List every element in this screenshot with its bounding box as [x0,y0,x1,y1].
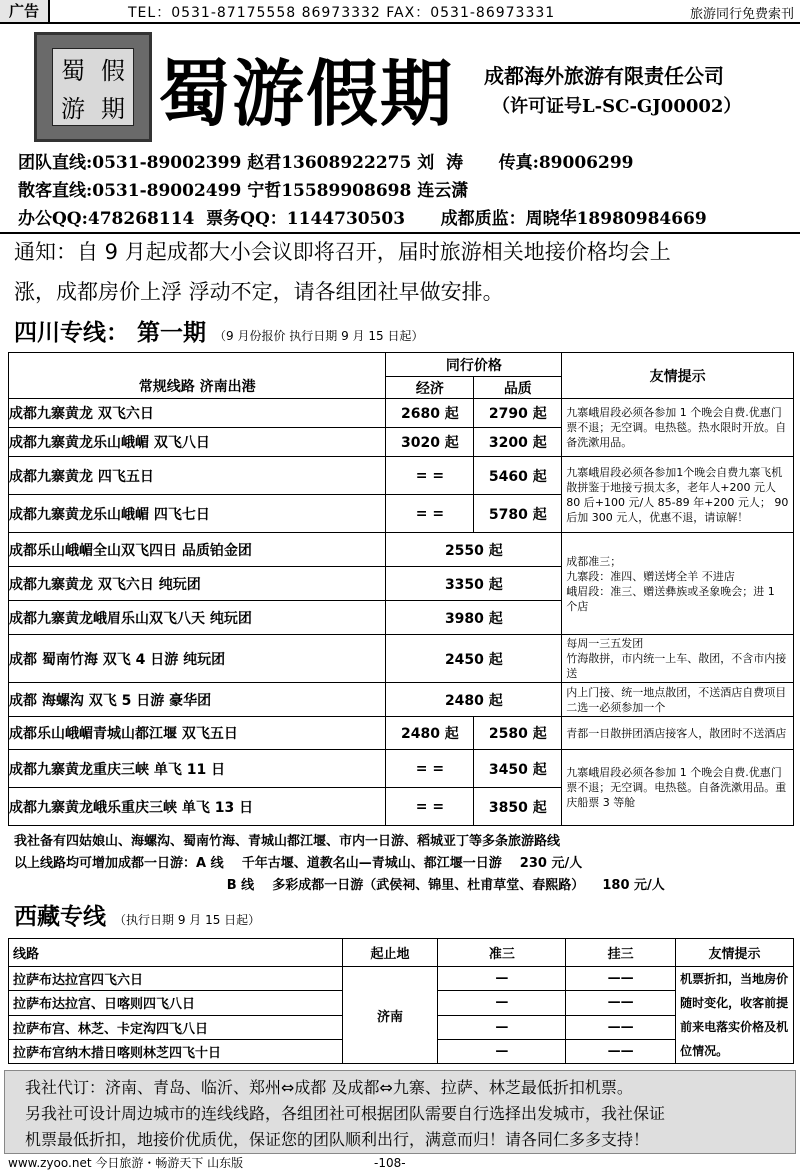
header-peer-price: 同行价格 [386,353,562,377]
route-cell: 成都九寨黄龙 双飞六日 纯玩团 [9,567,386,601]
header-tips: 友情提示 [562,353,794,399]
economy-price: = = [386,750,474,788]
table-row [9,399,794,428]
route-cell: 成都九寨黄龙峨眉乐山双飞八天 纯玩团 [9,601,386,635]
tibet-note: （执行日期 9 月 15 日起） [114,913,261,927]
logo-char: 期 [101,94,125,123]
top-index: 旅游同行免费索刊 [689,7,794,22]
header-from-to: 起止地 [342,939,438,967]
rated-cell: —— [566,991,676,1015]
route-cell: 成都九寨黄龙峨乐重庆三峡 单飞 13 日 [9,788,386,826]
sichuan-section-title [14,314,423,347]
standard-cell: — [438,967,566,991]
quality-price: 2580 起 [474,717,562,750]
tips-cell: 成都准三； 九寨段：准四、赠送烤全羊 不进店 峨眉段：准三、赠送彝族或圣象晚会；进 1 个店 [562,533,794,635]
route-cell: 成都九寨黄龙乐山峨嵋 四飞七日 [9,495,386,533]
notice-line: 涨，成都房价上浮 浮动不定，请各组团社早做安排。 [14,280,504,304]
table-row [9,750,794,788]
quality-price: 5460 起 [474,457,562,495]
header-economy: 经济 [386,377,474,399]
economy-price: = = [386,457,474,495]
price-cell: 3350 起 [386,567,562,601]
header-rated: 挂三 [566,939,676,967]
contact-line: 团队直线:0531-89002399 赵君13608922275 刘 涛 传真:89006299 [18,153,634,173]
tips-cell: 九寨峨眉段必须各参加 1 个晚会自费.优惠门票不退；无空调。电热毯。自备洗漱用品。重庆船票 3 等舱 [562,750,794,826]
tips-cell: 内上门接、统一地点散团，不送酒店自费项目二选一必须参加一个 [562,683,794,717]
notice [14,232,794,312]
footer-site: www.zyoo.net 今日旅游・畅游天下 山东版 [8,1156,244,1170]
quality-price: 2790 起 [474,399,562,428]
price-cell: 2480 起 [386,683,562,717]
table-row [9,683,794,717]
extra-line: B 线 多彩成都一日游（武侯祠、锦里、杜甫草堂、春熙路） 180 元/人 [14,878,665,893]
header-route: 常规线路 济南出港 [9,353,386,399]
license-number: （许可证号L-SC-GJ00002） [492,96,742,117]
tibet-title: 西藏专线 [14,904,106,930]
table-row [9,533,794,567]
notice-line: 通知：自 9 月起成都大小会议即将召开，届时旅游相关地接价格均会上 [14,240,671,264]
header-tips: 友情提示 [676,939,794,967]
bottom-line: 另我社可设计周边城市的连线线路，各组团社可根据团队需要自行选择出发城市，我社保证 [25,1104,666,1123]
route-cell: 成都乐山峨嵋全山双飞四日 品质铂金团 [9,533,386,567]
from-to-cell: 济南 [342,967,438,1064]
route-cell: 成都九寨黄龙 四飞五日 [9,457,386,495]
quality-price: 3850 起 [474,788,562,826]
route-cell: 成都九寨黄龙乐山峨嵋 双飞八日 [9,428,386,457]
header-route: 线路 [9,939,343,967]
route-cell: 成都九寨黄龙 双飞六日 [9,399,386,428]
rated-cell: —— [566,1015,676,1039]
table-row [9,457,794,495]
rated-cell: —— [566,967,676,991]
route-cell: 拉萨布宫、林芝、卡定沟四飞八日 [9,1015,343,1039]
tibet-section-title [14,898,260,931]
economy-price: 2480 起 [386,717,474,750]
footer [0,1154,800,1172]
tips-cell: 机票折扣，当地房价随时变化，收客前提前来电落实价格及机位情况。 [676,967,794,1064]
economy-price: 2680 起 [386,399,474,428]
table-row [9,635,794,683]
company-name: 成都海外旅游有限责任公司 [484,64,724,88]
quality-price: 3200 起 [474,428,562,457]
route-cell: 拉萨布达拉宫、日喀则四飞八日 [9,991,343,1015]
table-row [9,717,794,750]
tips-cell: 九寨峨眉段必须各参加 1 个晚会自费.优惠门票不退；无空调。电热毯。热水限时开放。自备洗漱用品。 [562,399,794,457]
extra-line: 以上线路均可增加成都一日游：A 线 千年古堰、道教名山—青城山、都江堰一日游 230 元/人 [14,856,583,871]
header-standard: 准三 [438,939,566,967]
table-row [9,967,794,991]
top-contact: TEL：0531-87175558 86973332 FAX：0531-86973331 [128,5,556,21]
price-cell: 2450 起 [386,635,562,683]
standard-cell: — [438,991,566,1015]
route-cell: 成都乐山峨嵋青城山都江堰 双飞五日 [9,717,386,750]
ad-label: 广告 [0,0,50,22]
economy-price: = = [386,788,474,826]
route-cell: 成都 海螺沟 双飞 5 日游 豪华团 [9,683,386,717]
route-cell: 成都 蜀南竹海 双飞 4 日游 纯玩团 [9,635,386,683]
header-quality: 品质 [474,377,562,399]
logo-char: 游 [61,94,85,123]
tibet-table [8,938,794,1064]
bottom-notice [4,1070,796,1154]
tips-cell: 九寨峨眉段必须各参加1个晚会自费九寨飞机散拼鉴于地接亏损太多，老年人+200 元人 80 后+100 元/人 85-89 年+200 元人； 90 后加 300 元人，优惠不退，请谅解！ [562,457,794,533]
contact-line: 办公QQ:478268114 票务QQ：1144730503 成都质监：周晓华18980984669 [18,209,707,229]
price-cell: 3980 起 [386,601,562,635]
quality-price: 5780 起 [474,495,562,533]
standard-cell: — [438,1039,566,1063]
logo-char: 假 [101,56,125,85]
economy-price: 3020 起 [386,428,474,457]
extra-line: 我社备有四姑娘山、海螺沟、蜀南竹海、青城山都江堰、市内一日游、稻城亚丁等多条旅游路线 [14,834,561,849]
route-cell: 拉萨布宫纳木措日喀则林芝四飞十日 [9,1039,343,1063]
top-bar [0,0,800,24]
brand-title: 蜀游假期 [158,51,455,136]
header [0,24,800,234]
bottom-line: 机票最低折扣，地接价优质优，保证您的团队顺利出行，满意而归！请各同仁多多支持！ [25,1130,650,1149]
sichuan-note: （9 月份报价 执行日期 9 月 15 日起） [214,329,424,343]
tips-cell: 每周一三五发团 竹海散拼，市内统一上车、散团，不含市内接送 [562,635,794,683]
route-cell: 拉萨布达拉宫四飞六日 [9,967,343,991]
sichuan-table [8,352,794,826]
bottom-line: 我社代订：济南、青岛、临沂、郑州⇔成都 及成都⇔九寨、拉萨、林芝最低折扣机票。 [25,1078,633,1097]
logo-char: 蜀 [61,56,85,85]
quality-price: 3450 起 [474,750,562,788]
logo [34,32,152,142]
rated-cell: —— [566,1039,676,1063]
page-number: -108- [374,1156,406,1170]
contact-line: 散客直线:0531-89002499 宁哲15589908698 连云潇 [18,181,469,201]
price-cell: 2550 起 [386,533,562,567]
sichuan-title: 四川专线： 第一期 [14,320,207,346]
tips-cell: 青都一日散拼团酒店接客人，散团时不送酒店 [562,717,794,750]
standard-cell: — [438,1015,566,1039]
economy-price: = = [386,495,474,533]
route-cell: 成都九寨黄龙重庆三峡 单飞 11 日 [9,750,386,788]
